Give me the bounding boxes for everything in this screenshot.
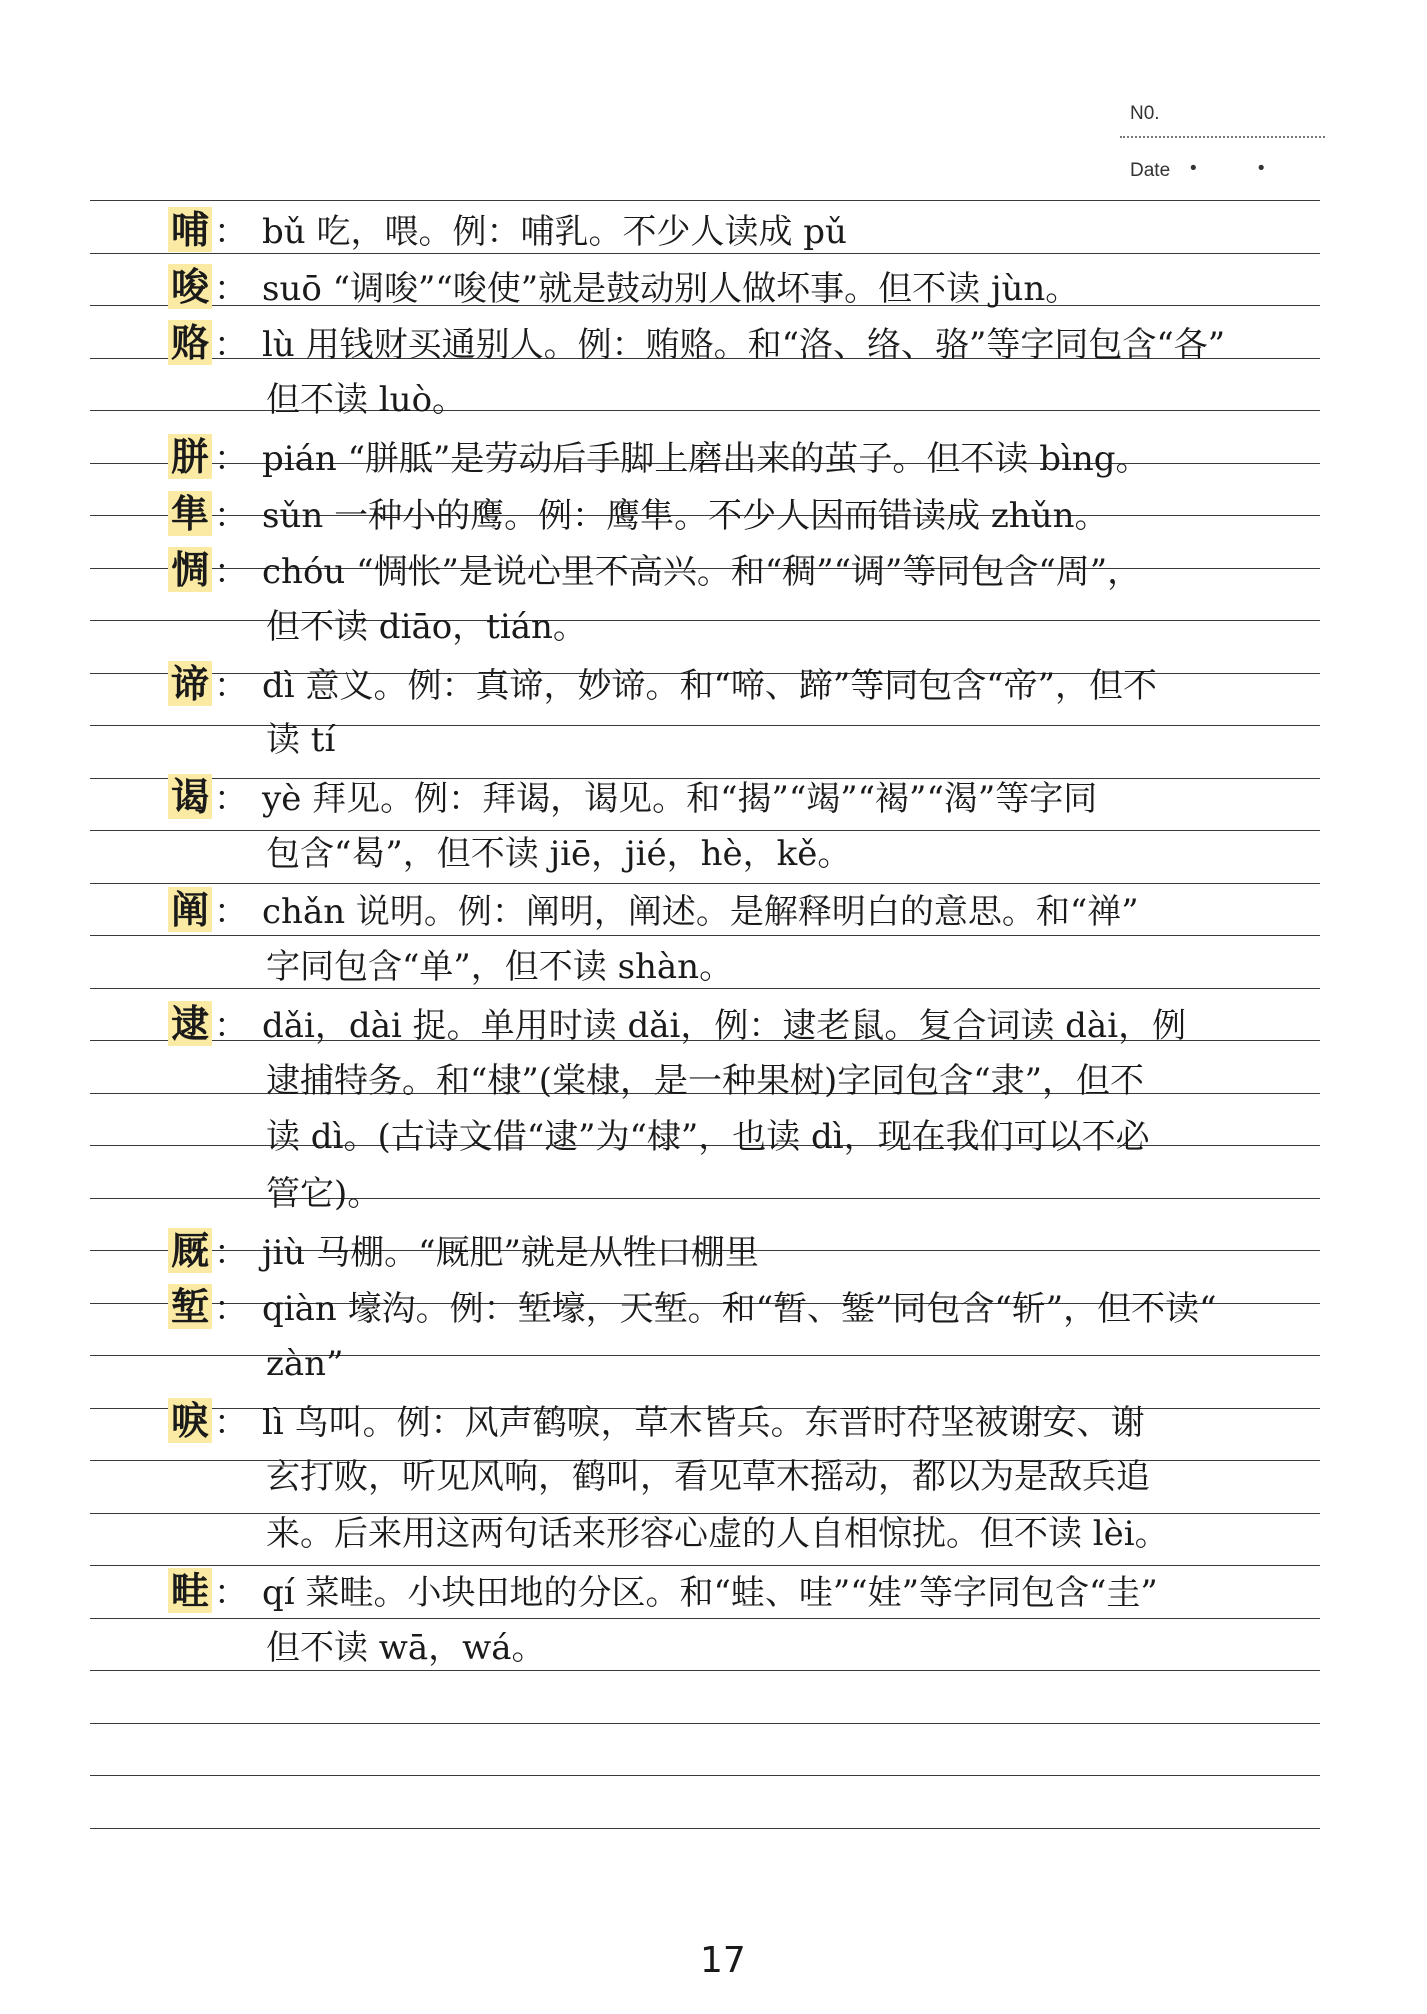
entry-text: bǔ 吃，喂。例：哺乳。不少人读成 pǔ: [262, 212, 847, 252]
header-date-label: Date: [1130, 160, 1171, 181]
entry-first-line: [168, 887, 1139, 933]
entry-headword: 畦: [168, 1568, 212, 1613]
header-date-dots: • •: [1190, 158, 1293, 179]
entry-first-line: [168, 1000, 1187, 1046]
entry-first-line: [168, 774, 1098, 819]
entry-headword: 阐: [168, 887, 212, 932]
ruled-line: [90, 253, 1320, 254]
entry-text: pián “胼胝”是劳动后手脚上磨出来的茧子。但不读 bìng。: [262, 438, 1150, 479]
entry-headword: 赂: [168, 320, 212, 365]
entry-colon: ：: [214, 1289, 249, 1330]
entry-headword: 谒: [168, 774, 212, 819]
entry-headword: 堑: [168, 1284, 212, 1329]
entry-first-line: [168, 263, 1080, 309]
entry-colon: ：: [214, 212, 249, 252]
entry-colon: ：: [214, 268, 249, 309]
entry-first-line: [168, 1397, 1145, 1443]
entry-colon: ：: [214, 1005, 249, 1046]
ruled-line: [90, 1723, 1320, 1724]
entry-colon: ：: [214, 892, 249, 933]
ruled-line: [90, 200, 1320, 201]
entry-headword: 唳: [168, 1398, 212, 1443]
entry-first-line: [168, 207, 847, 252]
entry-colon: ：: [214, 1232, 249, 1273]
ruled-line: [90, 1565, 1320, 1566]
entry-continuation-line: 但不读 luò。: [266, 380, 467, 421]
entry-continuation-line: 但不读 wā，wá。: [266, 1627, 546, 1668]
entry-text: dì 意义。例：真谛，妙谛。和“啼、蹄”等同包含“帝”，但不: [262, 665, 1157, 706]
entry-text: lù 用钱财买通别人。例：贿赂。和“洛、络、骆”等字同包含“各”: [262, 325, 1226, 366]
entry-headword: 惆: [168, 547, 212, 592]
entry-text: qí 菜畦。小块田地的分区。和“蛙、哇”“娃”等字同包含“圭”: [262, 1572, 1158, 1613]
entry-colon: ：: [214, 438, 249, 479]
header-no-label: N0.: [1130, 103, 1160, 124]
entry-colon: ：: [214, 495, 249, 536]
entry-continuation-line: 包含“曷”，但不读 jiē，jié，hè，kě。: [266, 833, 852, 874]
entry-headword: 哺: [168, 207, 212, 252]
ruled-line: [90, 1618, 1320, 1619]
ruled-line: [90, 1828, 1320, 1829]
entry-colon: ：: [214, 779, 249, 819]
entry-text: qiàn 壕沟。例：堑壕，天堑。和“暂、錾”同包含“斩”，但不读“: [262, 1289, 1217, 1330]
entry-continuation-line: 字同包含“单”，但不读 shàn。: [266, 947, 734, 988]
ruled-line: [90, 883, 1320, 884]
entry-continuation-line: zàn”: [266, 1344, 344, 1384]
ruled-line: [90, 1670, 1320, 1671]
entry-text: jiù 马棚。“厩肥”就是从牲口棚里: [262, 1232, 759, 1273]
entry-headword: 谛: [168, 661, 212, 706]
entry-text: lì 鸟叫。例：风声鹤唳，草木皆兵。东晋时苻坚被谢安、谢: [262, 1402, 1145, 1443]
ruled-line: [90, 1775, 1320, 1776]
entry-text: dǎi，dài 捉。单用时读 dǎi，例：逮老鼠。复合词读 dài，例: [262, 1005, 1187, 1046]
entry-colon: ：: [214, 665, 249, 706]
header-divider: [1120, 136, 1325, 138]
entry-headword: 唆: [168, 264, 212, 309]
entry-colon: ：: [214, 1402, 249, 1443]
entry-continuation-line: 玄打败，听见风响，鹤叫，看见草木摇动，都以为是敌兵追: [266, 1457, 1150, 1498]
ruled-line: [90, 830, 1320, 831]
entry-first-line: [168, 1284, 1217, 1330]
ruled-line: [90, 935, 1320, 936]
entry-colon: ：: [214, 552, 249, 593]
entry-text: suō “调唆”“唆使”就是鼓动别人做坏事。但不读 jùn。: [262, 268, 1080, 309]
entry-headword: 厩: [168, 1228, 212, 1273]
entry-text: sǔn 一种小的鹰。例：鹰隼。不少人因而错读成 zhǔn。: [262, 495, 1109, 536]
entry-text: chǎn 说明。例：阐明，阐述。是解释明白的意思。和“禅”: [262, 892, 1139, 933]
entry-colon: ：: [214, 325, 249, 366]
entry-first-line: [168, 1227, 759, 1273]
entry-first-line: [168, 433, 1150, 479]
entry-text: chóu “惆怅”是说心里不高兴。和“稠”“调”等同包含“周”，: [262, 552, 1142, 593]
entry-colon: ：: [214, 1572, 249, 1613]
entry-headword: 逮: [168, 1001, 212, 1046]
entry-continuation-line: 管它)。: [266, 1173, 382, 1214]
entry-continuation-line: 来。后来用这两句话来形容心虚的人自相惊扰。但不读 lèi。: [266, 1514, 1169, 1555]
entry-headword: 胼: [168, 434, 212, 479]
entry-first-line: [168, 660, 1157, 706]
entry-headword: 隼: [168, 491, 212, 536]
entry-first-line: [168, 547, 1142, 593]
entry-continuation-line: 逮捕特务。和“棣”(棠棣，是一种果树)字同包含“隶”，但不: [266, 1060, 1145, 1101]
entry-first-line: [168, 490, 1109, 536]
entry-continuation-line: 读 tí: [266, 720, 336, 761]
entry-first-line: [168, 1567, 1158, 1613]
ruled-line: [90, 988, 1320, 989]
entry-text: yè 拜见。例：拜谒，谒见。和“揭”“竭”“褐”“渴”等字同: [262, 779, 1098, 819]
entry-continuation-line: 读 dì。(古诗文借“逮”为“棣”，也读 dì，现在我们可以不必: [266, 1117, 1150, 1158]
entry-continuation-line: 但不读 diāo，tián。: [266, 606, 587, 647]
page-number: 17: [700, 1940, 746, 1981]
entry-first-line: [168, 320, 1226, 366]
